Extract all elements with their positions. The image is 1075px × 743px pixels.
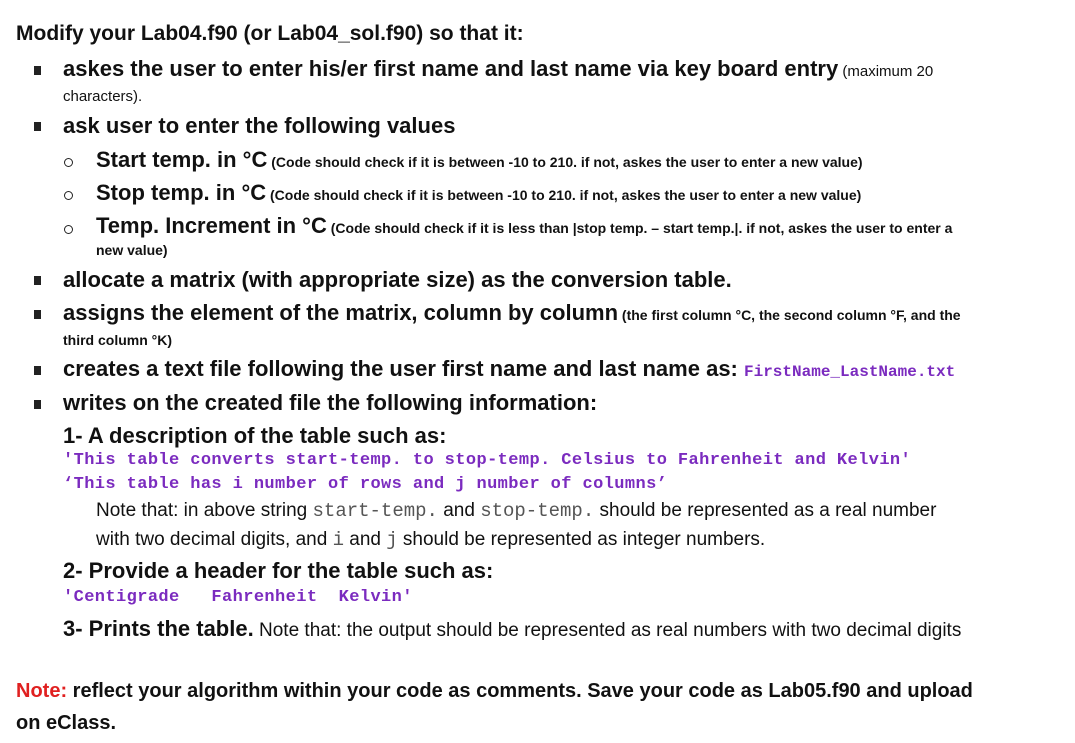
bullet-assigns (63, 300, 961, 326)
step-2-title: 2- Provide a header for the table such as: (63, 558, 494, 583)
sub-item-start-temp (96, 147, 863, 173)
bullet-square-icon (34, 366, 41, 375)
page-heading: Modify your Lab04.f90 (or Lab04_sol.f90) so that it: (16, 22, 524, 45)
sub-item-stop-temp (96, 180, 861, 206)
bullet-aside-cont: third column °K) (63, 332, 173, 348)
note-text: and (343, 529, 387, 550)
bullet-square-icon (34, 122, 41, 131)
footer-note-text: reflect your algorithm within your code as comments. Save your code as Lab05.f90 and upload (67, 680, 973, 702)
note-code: j (386, 529, 398, 551)
bullet-aside: (the first column °C, the second column °F, and the (618, 307, 961, 323)
bullet-allocate: allocate a matrix (with appropriate size) as the conversion table. (63, 267, 732, 292)
sub-item-aside-cont: new value) (96, 242, 168, 258)
note-text: with two decimal digits, and (96, 529, 333, 550)
step-3-note: Note that: the output should be represented as real numbers with two decimal digits (253, 620, 962, 641)
note-code: start-temp. (312, 500, 438, 522)
note-text: and (437, 500, 481, 521)
sub-bullet-circle-icon (64, 158, 73, 167)
step-1-title: 1- A description of the table such as: (63, 423, 447, 448)
sub-item-label: Start temp. in °C (96, 147, 268, 172)
description-code-line-1: 'This table converts start-temp. to stop-temp. Celsius to Fahrenheit and Kelvin' (63, 451, 912, 470)
bullet-writes: writes on the created file the following information: (63, 390, 598, 415)
note-text: should be represented as integer numbers. (397, 529, 766, 550)
header-code: 'Centigrade Fahrenheit Kelvin' (63, 588, 413, 607)
bullet-aside-cont: characters). (63, 88, 143, 105)
filename-code: FirstName_LastName.txt (744, 363, 956, 381)
footer-note-cont: on eClass. (16, 712, 117, 734)
footer-note-label: Note: (16, 680, 68, 702)
bullet-ask-values: ask user to enter the following values (63, 113, 456, 138)
bullet-text: creates a text file following the user first name and last name as: (63, 356, 744, 381)
bullet-name-entry (63, 56, 933, 82)
sub-bullet-circle-icon (64, 225, 73, 234)
bullet-text: askes the user to enter his/er first name and last name via key board entry (63, 56, 839, 81)
sub-item-increment (96, 213, 952, 239)
sub-item-aside: (Code should check if it is between -10 to 210. if not, askes the user to enter a new value) (266, 187, 862, 203)
step-1-note-line-2 (96, 529, 765, 551)
step-3-line (63, 616, 961, 642)
bullet-square-icon (34, 66, 41, 75)
bullet-square-icon (34, 276, 41, 285)
sub-bullet-circle-icon (64, 191, 73, 200)
bullet-text: assigns the element of the matrix, column by column (63, 300, 619, 325)
bullet-creates-file (63, 356, 955, 382)
description-code-line-2: ‘This table has i number of rows and j number of columns’ (63, 475, 668, 494)
sub-item-aside: (Code should check if it is between -10 to 210. if not, askes the user to enter a new value) (267, 154, 863, 170)
footer-note (16, 680, 973, 703)
note-text: Note that: in above string (96, 500, 313, 521)
note-code: stop-temp. (480, 500, 595, 522)
sub-item-aside: (Code should check if it is less than |stop temp. – start temp.|. if not, askes the user to enter a (326, 220, 953, 236)
note-code: i (332, 529, 344, 551)
bullet-square-icon (34, 400, 41, 409)
sub-item-label: Stop temp. in °C (96, 180, 267, 205)
note-text: should be represented as a real number (594, 500, 937, 521)
step-1-note-line-1 (96, 500, 936, 522)
bullet-square-icon (34, 310, 41, 319)
bullet-aside: (maximum 20 (838, 63, 934, 80)
step-3-title: 3- Prints the table. (63, 616, 254, 641)
sub-item-label: Temp. Increment in °C (96, 213, 327, 238)
